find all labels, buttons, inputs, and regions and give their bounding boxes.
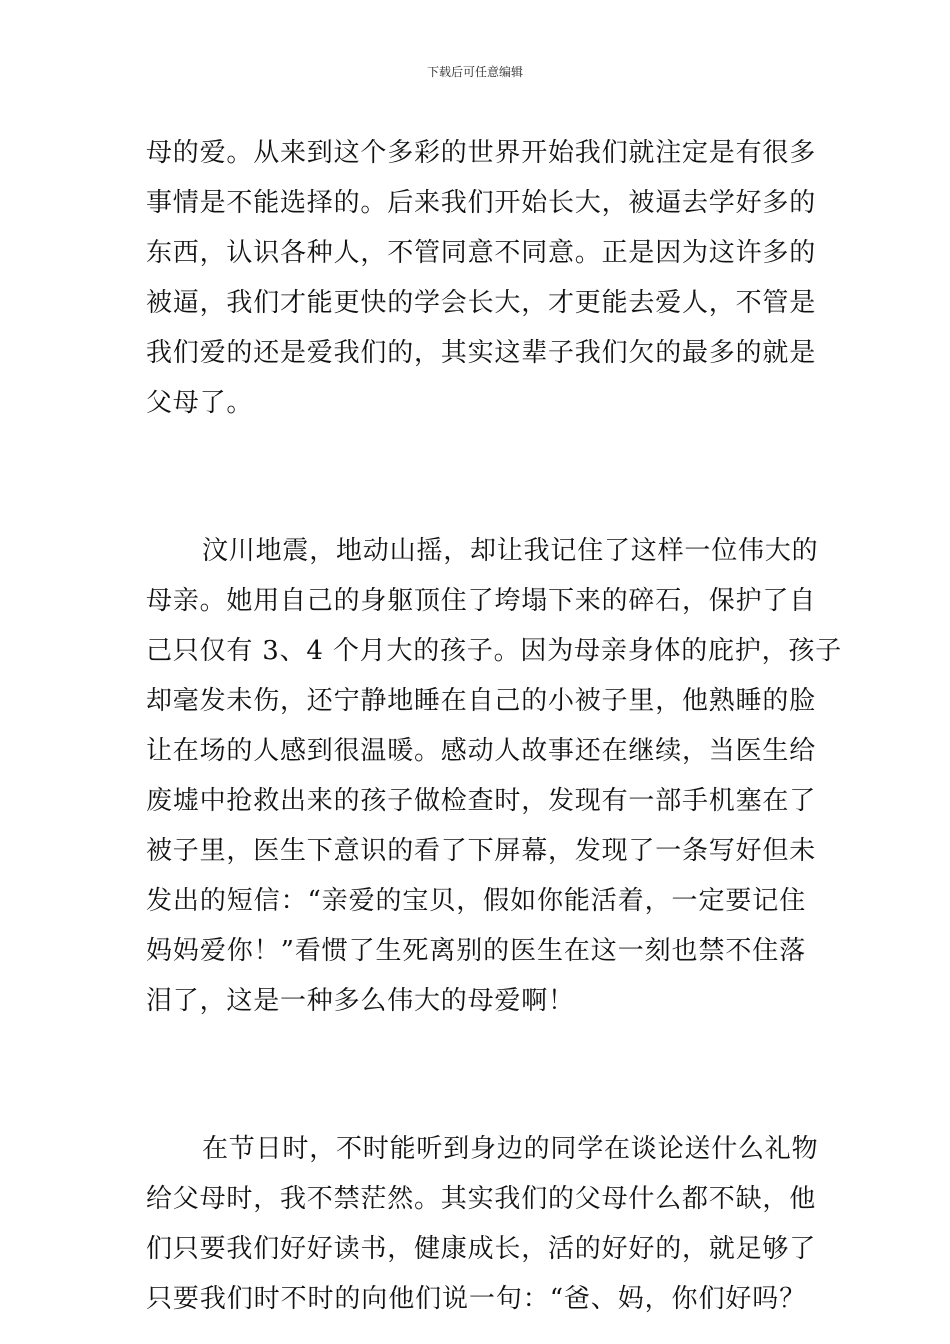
paragraph-line: 母的爱。从来到这个多彩的世界开始我们就注定是有很多 xyxy=(146,138,817,168)
paragraph-line: 泪了，这是一种多么伟大的母爱啊！ xyxy=(146,986,575,1016)
paragraph-line: 发出的短信：“亲爱的宝贝，假如你能活着，一定要记住 xyxy=(146,886,806,916)
paragraph-spacer xyxy=(146,1026,806,1124)
paragraph-line: 父母了。 xyxy=(146,388,254,418)
paragraph-line: 们只要我们好好读书，健康成长，活的好好的，就足够了 xyxy=(146,1234,817,1264)
paragraph-line: 事情是不能选择的。后来我们开始长大，被逼去学好多的 xyxy=(146,188,817,218)
paragraph-line: 只要我们时不时的向他们说一句：“爸、妈，你们好吗？ xyxy=(146,1284,806,1314)
paragraph-line: 被子里，医生下意识的看了下屏幕，发现了一条写好但未 xyxy=(146,836,817,866)
paragraph-line: 在节日时，不时能听到身边的同学在谈论送什么礼物 xyxy=(202,1134,819,1164)
paragraph-line: 给父母时，我不禁茫然。其实我们的父母什么都不缺，他 xyxy=(146,1184,817,1214)
document-body xyxy=(146,128,843,1324)
paragraph-line: 妈妈爱你！”看惯了生死离别的医生在这一刻也禁不住落 xyxy=(146,936,806,966)
paragraph-2 xyxy=(146,526,843,1026)
page-header: 下载后可任意编辑 xyxy=(426,65,523,79)
paragraph-line: 让在场的人感到很温暖。感动人故事还在继续，当医生给 xyxy=(146,736,817,766)
paragraph-line: 被逼，我们才能更快的学会长大，才更能去爱人，不管是 xyxy=(146,288,817,318)
paragraph-3 xyxy=(146,1124,819,1324)
paragraph-line: 东西，认识各种人，不管同意不同意。正是因为这许多的 xyxy=(146,238,817,268)
paragraph-line: 母亲。她用自己的身躯顶住了垮塌下来的碎石，保护了自 xyxy=(146,586,817,616)
paragraph-line: 我们爱的还是爱我们的，其实这辈子我们欠的最多的就是 xyxy=(146,338,817,368)
paragraph-line: 己只仅有 3、4 个月大的孩子。因为母亲身体的庇护，孩子 xyxy=(146,636,843,666)
paragraph-line: 却毫发未伤，还宁静地睡在自己的小被子里，他熟睡的脸 xyxy=(146,686,817,716)
paragraph-spacer xyxy=(146,428,806,526)
paragraph-1 xyxy=(146,128,817,428)
paragraph-line: 废墟中抢救出来的孩子做检查时，发现有一部手机塞在了 xyxy=(146,786,817,816)
paragraph-line: 汶川地震，地动山摇，却让我记住了这样一位伟大的 xyxy=(202,536,819,566)
